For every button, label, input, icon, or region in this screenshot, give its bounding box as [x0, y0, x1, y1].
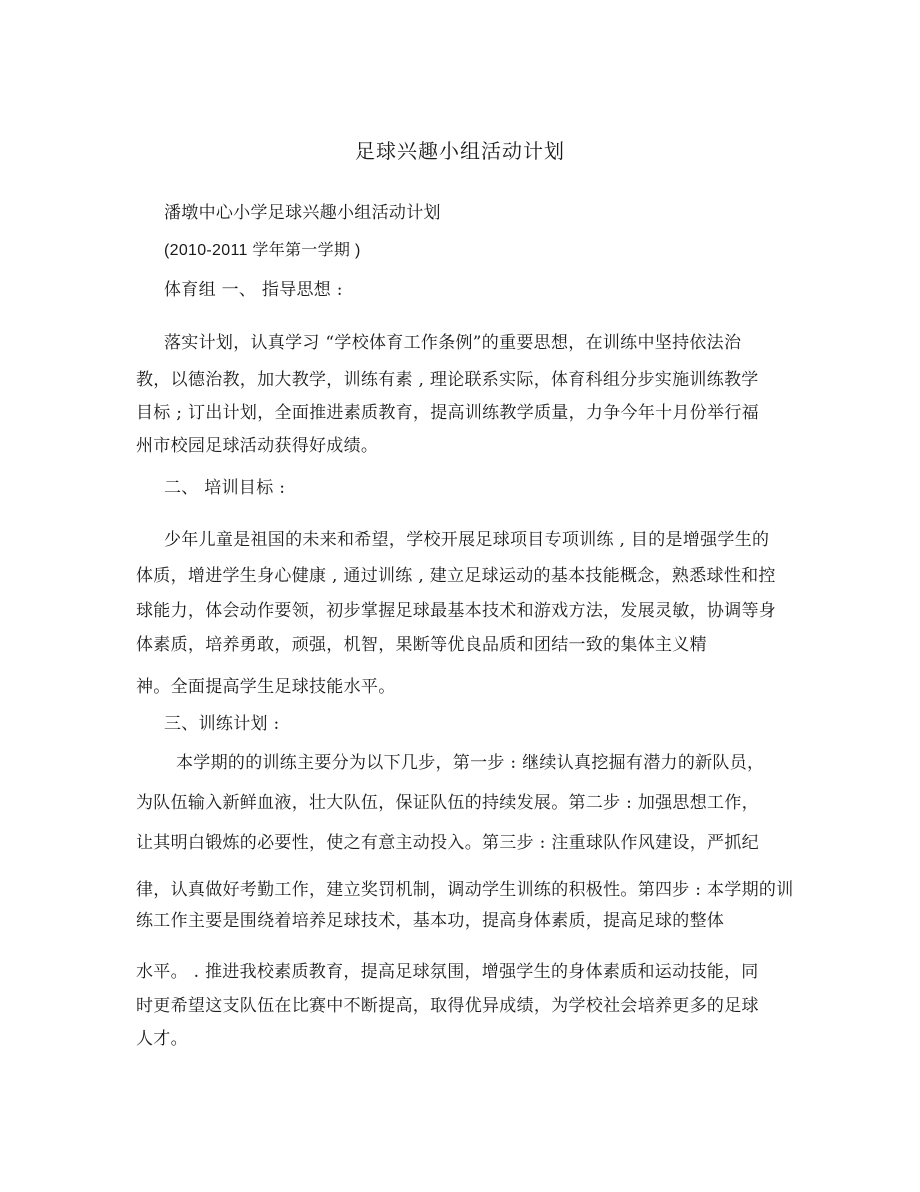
section2-line: 少年儿童是祖国的未来和希望，学校开展足球项目专项训练 , 目的是增强学生的	[164, 530, 770, 550]
section3-line: 人才。	[136, 1029, 188, 1049]
section1-line: 州市校园足球活动获得好成绩。	[136, 436, 379, 456]
section3-line: 为队伍输入新鲜血液，壮大队伍，保证队伍的持续发展。第二步 : 加强思想工作，	[136, 793, 759, 813]
school-plan-title: 潘墩中心小学足球兴趣小组活动计划	[164, 203, 441, 223]
document-title: 足球兴趣小组活动计划	[355, 139, 565, 163]
section2-line: 体素质，培养勇敢，顽强，机智，果断等优良品质和团结一致的集体主义精	[136, 635, 707, 655]
section2-line: 体质，增进学生身心健康 , 通过训练 , 建立足球运动的基本技能概念，熟悉球性和控	[136, 566, 776, 586]
section1-line: 目标 ; 订出计划，全面推进素质教育，提高训练教学质量，力争今年十月份举行福	[136, 403, 759, 423]
section3-line: 律，认真做好考勤工作，建立奖罚机制，调动学生训练的积极性。第四步 : 本学期的训	[136, 880, 794, 900]
section3-line: 练工作主要是围绕着培养足球技术，基本功，提高身体素质，提高足球的整体	[136, 911, 725, 931]
section2-line: 神。全面提高学生足球技能水平。	[136, 677, 396, 697]
section3-line: 本学期的的训练主要分为以下几步，第一步 : 继续认真挖掘有潜力的新队员，	[176, 753, 765, 773]
section3-heading: 三、训练计划 :	[164, 714, 280, 734]
section3-line: 水平。 . 推进我校素质教育，提高足球氛围，增强学生的身体素质和运动技能，同	[136, 962, 759, 982]
section1-line: 教，以德治教，加大教学，训练有素 , 理论联系实际，体育科组分步实施训练教学	[136, 370, 759, 390]
section1-line: 落实计划，认真学习 “学校体育工作条例”的重要思想，在训练中坚持依法治	[164, 333, 742, 353]
term-label: (2010-2011 学年第一学期 )	[164, 242, 361, 259]
section3-line: 时更希望这支队伍在比赛中不断提高，取得优异成绩，为学校社会培养更多的足球	[136, 996, 759, 1016]
section2-heading: 二、 培训目标 :	[164, 478, 286, 498]
group-and-section-heading: 体育组 一、 指导思想 :	[164, 280, 343, 300]
section2-line: 球能力，体会动作要领，初步掌握足球最基本技术和游戏方法，发展灵敏，协调等身	[136, 601, 777, 621]
section3-line: 让其明白锻炼的必要性，使之有意主动投入。第三步 : 注重球队作风建设，严抓纪	[136, 833, 759, 853]
